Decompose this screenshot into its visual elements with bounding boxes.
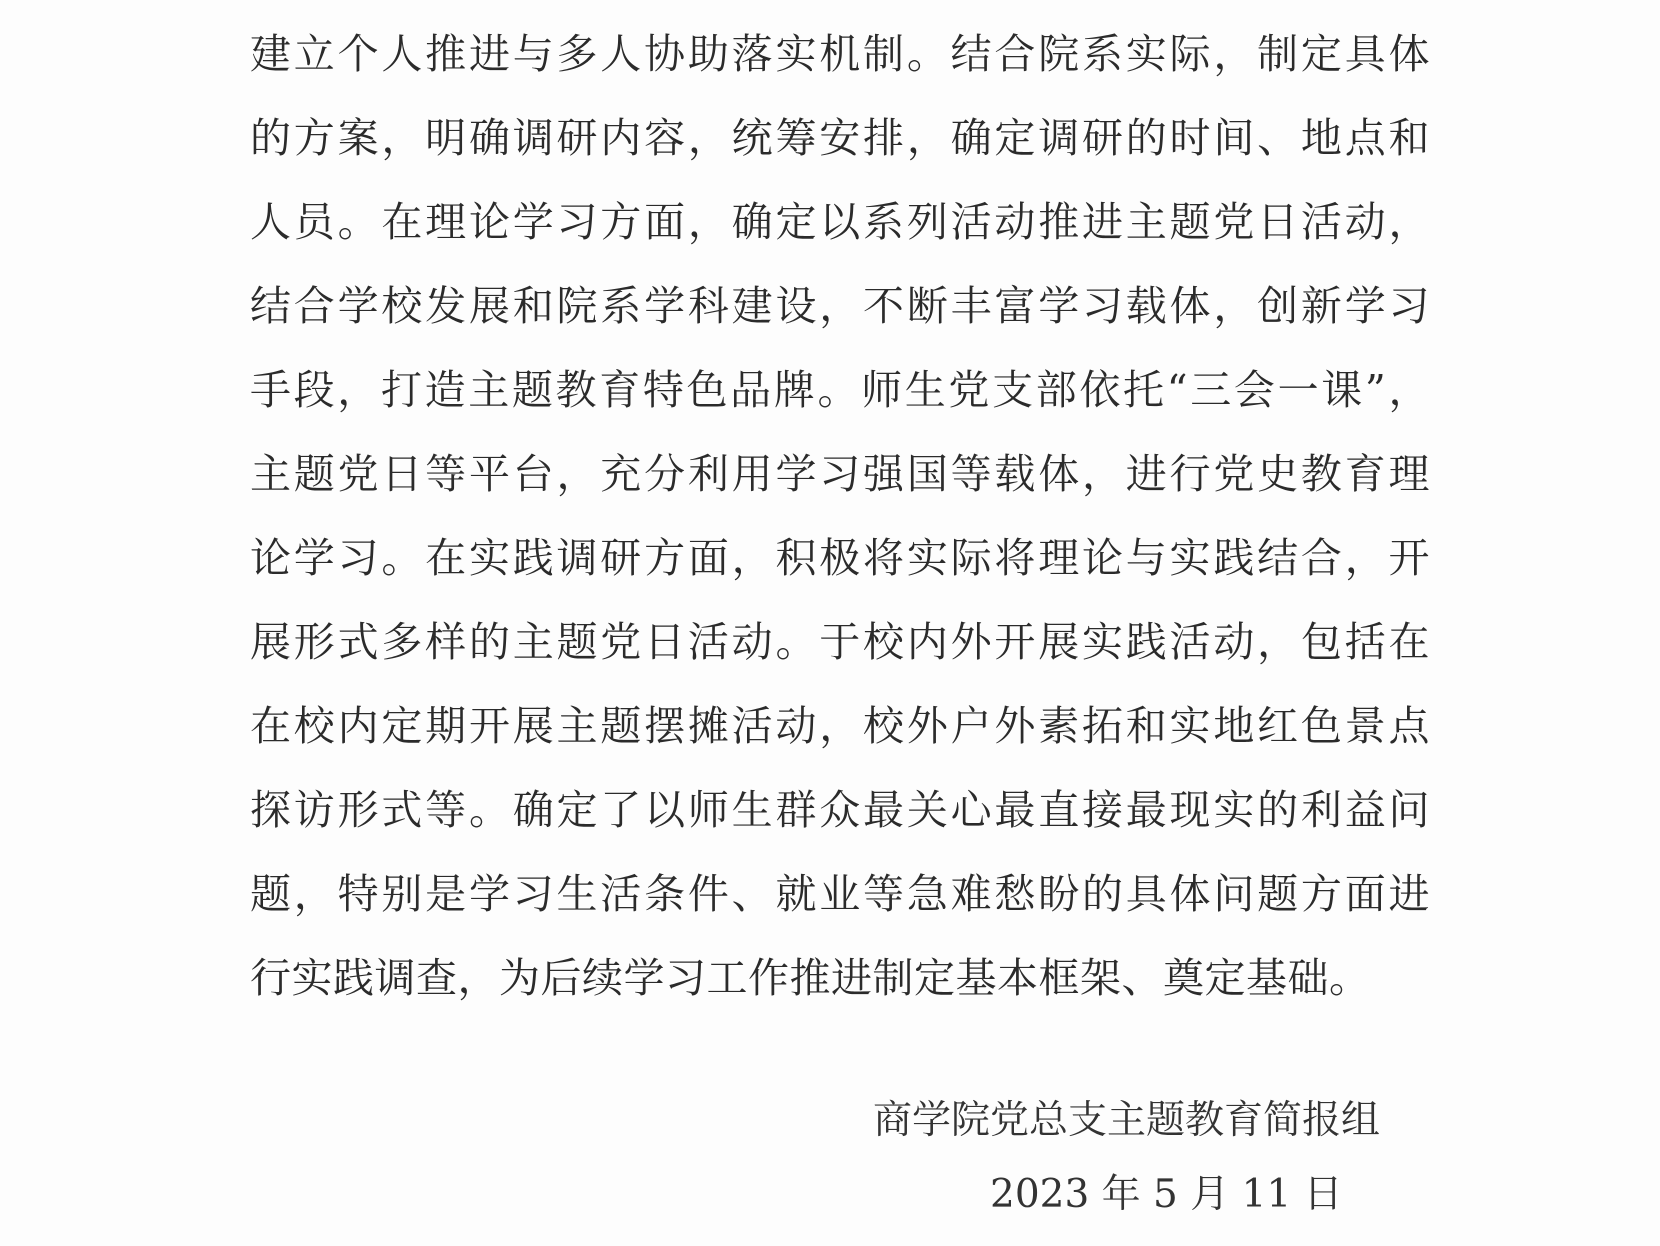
paragraph-line: 建立个人推进与多人协助落实机制。结合院系实际，制定具体 (250, 30, 1430, 78)
paragraph-line: 题，特别是学习生活条件、就业等急难愁盼的具体问题方面进 (250, 870, 1430, 918)
paragraph-line: 论学习。在实践调研方面，积极将实际将理论与实践结合，开 (250, 534, 1430, 582)
paragraph-line: 展形式多样的主题党日活动。于校内外开展实践活动，包括在 (250, 618, 1430, 666)
paragraph-line: 在校内定期开展主题摆摊活动，校外户外素拓和实地红色景点 (250, 702, 1430, 750)
body-paragraph (250, 12, 1430, 1020)
paragraph-line: 探访形式等。确定了以师生群众最关心最直接最现实的利益问 (250, 786, 1430, 834)
paragraph-line: 手段，打造主题教育特色品牌。师生党支部依托“三会一课”， (250, 366, 1430, 414)
paragraph-line: 主题党日等平台，充分利用学习强国等载体，进行党史教育理 (250, 450, 1430, 498)
paragraph-line: 人员。在理论学习方面，确定以系列活动推进主题党日活动， (250, 198, 1430, 246)
signature-organization: 商学院党总支主题教育简报组 (872, 1098, 1380, 1143)
paragraph-line: 的方案，明确调研内容，统筹安排，确定调研的时间、地点和 (250, 114, 1430, 162)
signature-block (873, 1088, 1380, 1154)
signature-date: 2023 年 5 月 11 日 (990, 1172, 1343, 1217)
paragraph-line: 行实践调查，为后续学习工作推进制定基本框架、奠定基础。 (250, 954, 1371, 1002)
paragraph-line: 结合学校发展和院系学科建设，不断丰富学习载体，创新学习 (250, 282, 1430, 330)
